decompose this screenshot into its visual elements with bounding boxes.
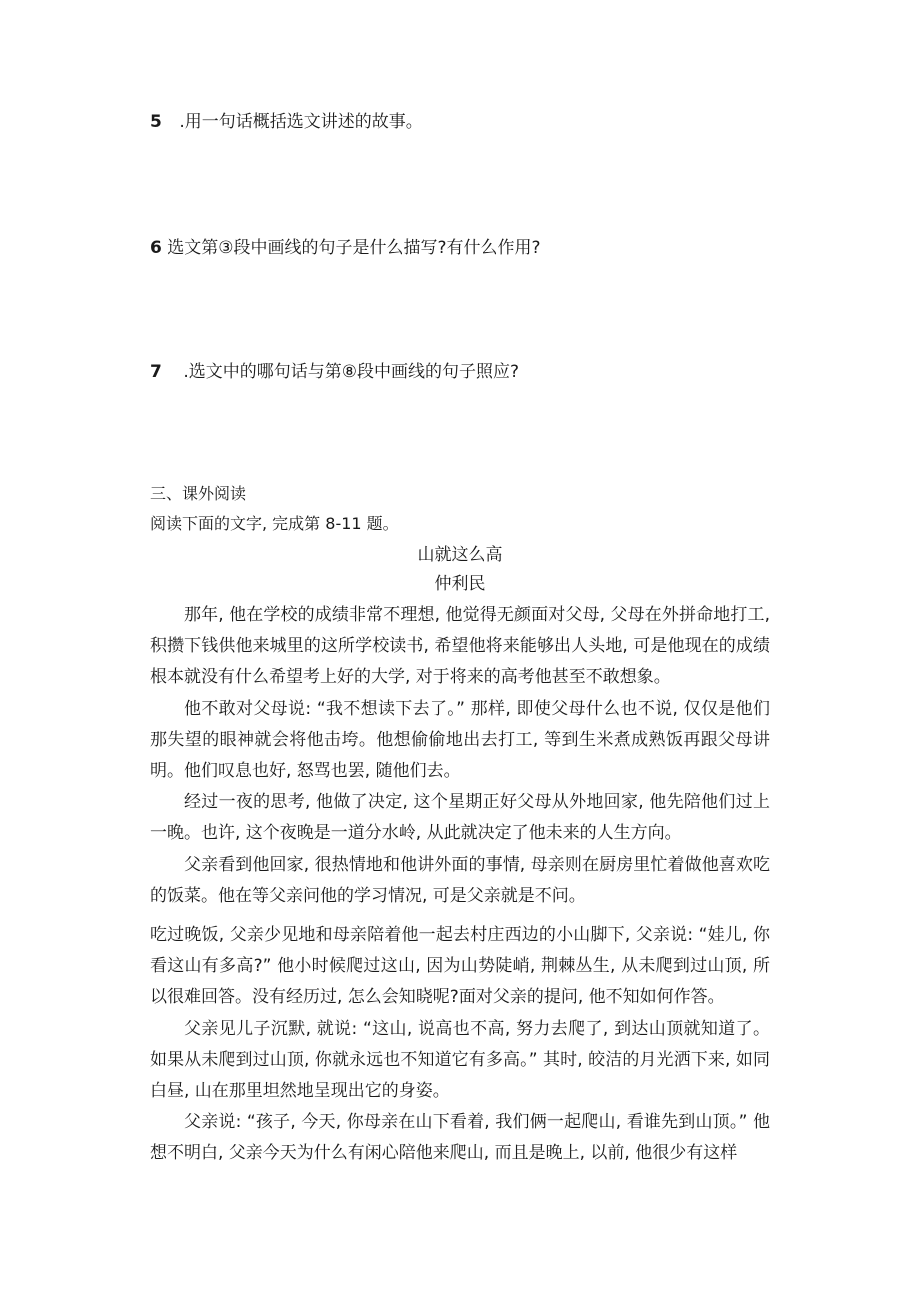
paragraph: 父亲看到他回家, 很热情地和他讲外面的事情, 母亲则在厨房里忙着做他喜欢吃的饭菜。他在等父亲问他的学习情况, 可是父亲就是不问。 bbox=[150, 854, 770, 906]
paragraph: 那年, 他在学校的成绩非常不理想, 他觉得无颜面对父母, 父母在外拼命地打工, 积攒下钱供他来城里的这所学校读书, 希望他将来能够出人头地, 可是他现在的成绩根本就没有什么希望考上好的大学, 对于将来的高考他甚至不敢想象。 bbox=[150, 605, 770, 688]
article-body bbox=[150, 600, 770, 1170]
question-text: 选文第③段中画线的句子是什么描写?有什么作用? bbox=[161, 238, 541, 258]
question-text: .选文中的哪句话与第⑧段中画线的句子照应? bbox=[178, 362, 520, 382]
paragraph: 父亲见儿子沉默, 就说: “这山, 说高也不高, 努力去爬了, 到达山顶就知道了。如果从未爬到过山顶, 你就永远也不知道它有多高。” 其时, 皎洁的月光洒下来, 如同白昼, 山在那里坦然地呈现出它的身姿。 bbox=[150, 1018, 770, 1102]
question-number: 6 bbox=[150, 238, 162, 258]
question-5 bbox=[150, 110, 423, 134]
question-number: 7 bbox=[150, 362, 162, 382]
article-title: 山就这么高 bbox=[417, 545, 503, 565]
article-author: 仲利民 bbox=[434, 574, 486, 594]
section-heading: 三、课外阅读 bbox=[150, 484, 247, 503]
question-number: 5 bbox=[150, 112, 162, 132]
paragraph: 吃过晚饭, 父亲少见地和母亲陪着他一起去村庄西边的小山脚下, 父亲说: “娃儿, 你看这山有多高?” 他小时候爬过这山, 因为山势陡峭, 荆棘丛生, 从未爬到过山顶, 所以很难回答。没有经历过, 怎么会知晓呢?面对父亲的提问, 他不知如何作答。 bbox=[150, 925, 770, 1008]
question-6 bbox=[150, 236, 541, 260]
question-7 bbox=[150, 360, 519, 384]
section-instruction: 阅读下面的文字, 完成第 8-11 题。 bbox=[150, 514, 399, 533]
paragraph: 父亲说: “孩子, 今天, 你母亲在山下看着, 我们俩一起爬山, 看谁先到山顶。” 他想不明白, 父亲今天为什么有闲心陪他来爬山, 而且是晚上, 以前, 他很少有这样 bbox=[150, 1112, 770, 1164]
paragraph: 他不敢对父母说: “我不想读下去了。” 那样, 即使父母什么也不说, 仅仅是他们那失望的眼神就会将他击垮。他想偷偷地出去打工, 等到生米煮成熟饭再跟父母讲明。他们叹息也好, 怒骂也罢, 随他们去。 bbox=[150, 698, 770, 782]
paragraph: 经过一夜的思考, 他做了决定, 这个星期正好父母从外地回家, 他先陪他们过上一晚。也许, 这个夜晚是一道分水岭, 从此就决定了他未来的人生方向。 bbox=[150, 792, 770, 844]
question-text: .用一句话概括选文讲述的故事。 bbox=[174, 112, 423, 132]
